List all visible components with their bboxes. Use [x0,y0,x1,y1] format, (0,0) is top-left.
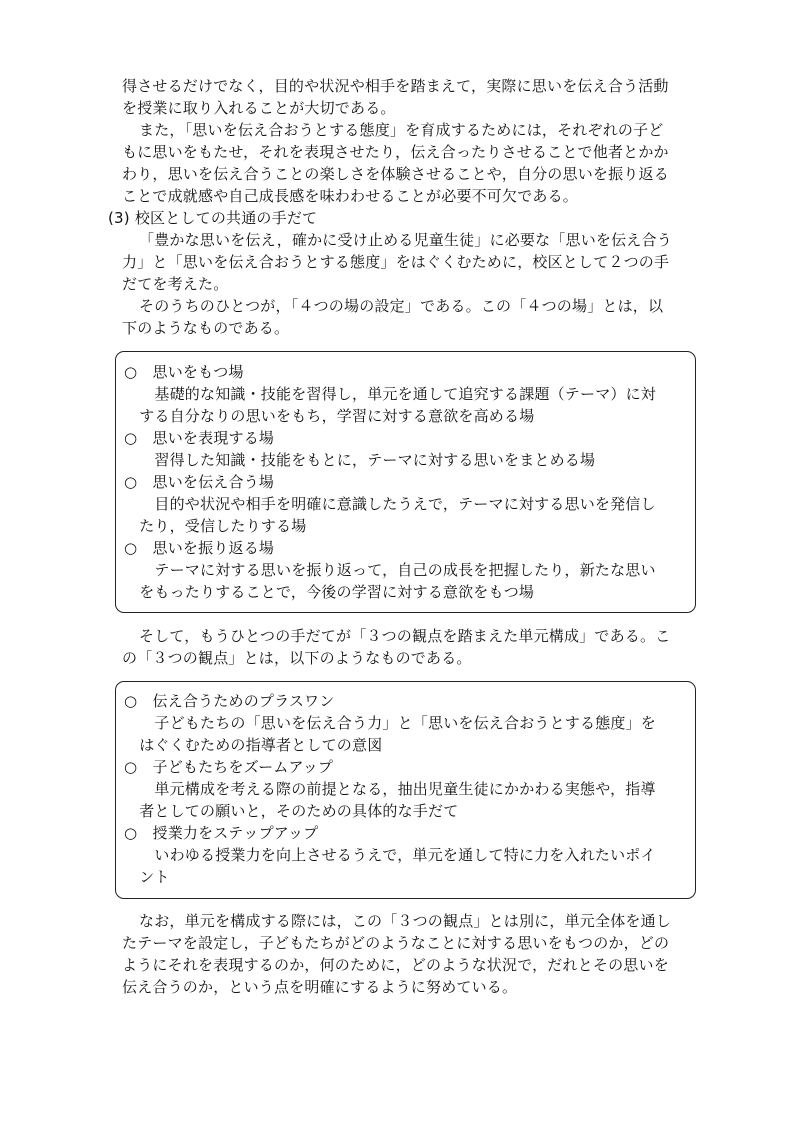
list-item: する自分なりの思いをもち，学習に対する意欲を高める場 [124,407,535,425]
list-item: はぐくむための指導者としての意図 [124,736,383,754]
list-item: をもったりすることで，今後の学習に対する意欲をもつ場 [124,583,535,601]
text-line: わり，思いを伝え合うことの楽しさを体験させることや，自分の思いを振り返る [122,165,669,183]
list-item: テーマに対する思いを振り返って，自己の成長を把握したり，新たな思い [124,561,656,579]
text-line: ようにそれを表現するのか，何のために，どのような状況で，だれとその思いを [122,956,669,974]
section-heading: (3) 校区としての共通の手だて [108,209,318,227]
text-line: を授業に取り入れることが大切である。 [122,99,396,117]
text-line: なお，単元を構成する際には，この「３つの観点」とは別に，単元全体を通し [139,912,672,930]
text-line: また，「思いを伝え合おうとする態度」を育成するためには，それぞれの子ど [139,121,664,139]
text-line: の「３つの観点」とは，以下のようなものである。 [122,649,472,667]
list-item: 目的や状況や相手を明確に意識したうえで，テーマに対する思いを発信し [124,495,656,513]
text-line: ことで成就感や自己成長感を味わわせることが必要不可欠である。 [122,187,579,205]
text-line: 下のようなものである。 [122,319,290,337]
list-item: ○ 思いをもつ場 [124,363,244,381]
text-line: だてを考えた。 [122,275,229,293]
list-item: ○ 子どもたちをズームアップ [124,758,334,776]
text-line: 力」と「思いを伝え合おうとする態度」をはぐくむために，校区として２つの手 [122,253,670,271]
list-item: 子どもたちの「思いを伝え合う力」と「思いを伝え合おうとする態度」を [124,714,657,732]
list-item: いわゆる授業力を向上させるうえで，単元を通して特に力を入れたいポイ [124,846,656,864]
text-line: 伝え合うのか，という点を明確にするように努めている。 [122,978,518,996]
list-item: 基礎的な知識・技能を習得し，単元を通して追究する課題（テーマ）に対 [124,385,657,403]
text-line: たテーマを設定し，子どもたちがどのようなことに対する思いをもつのか，どの [122,934,670,952]
text-line: そのうちのひとつが，「４つの場の設定」である。この「４つの場」とは，以 [139,297,664,315]
list-item: ○ 授業力をステップアップ [124,824,319,842]
text-line: そして，もうひとつの手だてが「３つの観点を踏まえた単元構成」である。こ [139,627,671,645]
list-item: ント [124,868,170,886]
text-line: もに思いをもたせ，それを表現させたり，伝え合ったりさせることで他者とかか [122,143,669,161]
list-item: ○ 伝え合うためのプラスワン [124,692,335,710]
text-line: 「豊かな思いを伝え，確かに受け止める児童生徒」に必要な「思いを伝え合う [139,231,672,249]
list-item: 単元構成を考える際の前提となる，抽出児童生徒にかかわる実態や，指導 [124,780,656,798]
text-line: 得させるだけでなく，目的や状況や相手を踏まえて，実際に思いを伝え合う活動 [122,77,669,95]
list-item: ○ 思いを伝え合う場 [124,473,275,491]
list-item: たり，受信したりする場 [124,517,307,535]
list-item: ○ 思いを表現する場 [124,429,275,447]
list-item: ○ 思いを振り返る場 [124,539,275,557]
list-item: 者としての願いと，そのための具体的な手だて [124,802,459,820]
list-item: 習得した知識・技能をもとに，テーマに対する思いをまとめる場 [124,451,596,469]
